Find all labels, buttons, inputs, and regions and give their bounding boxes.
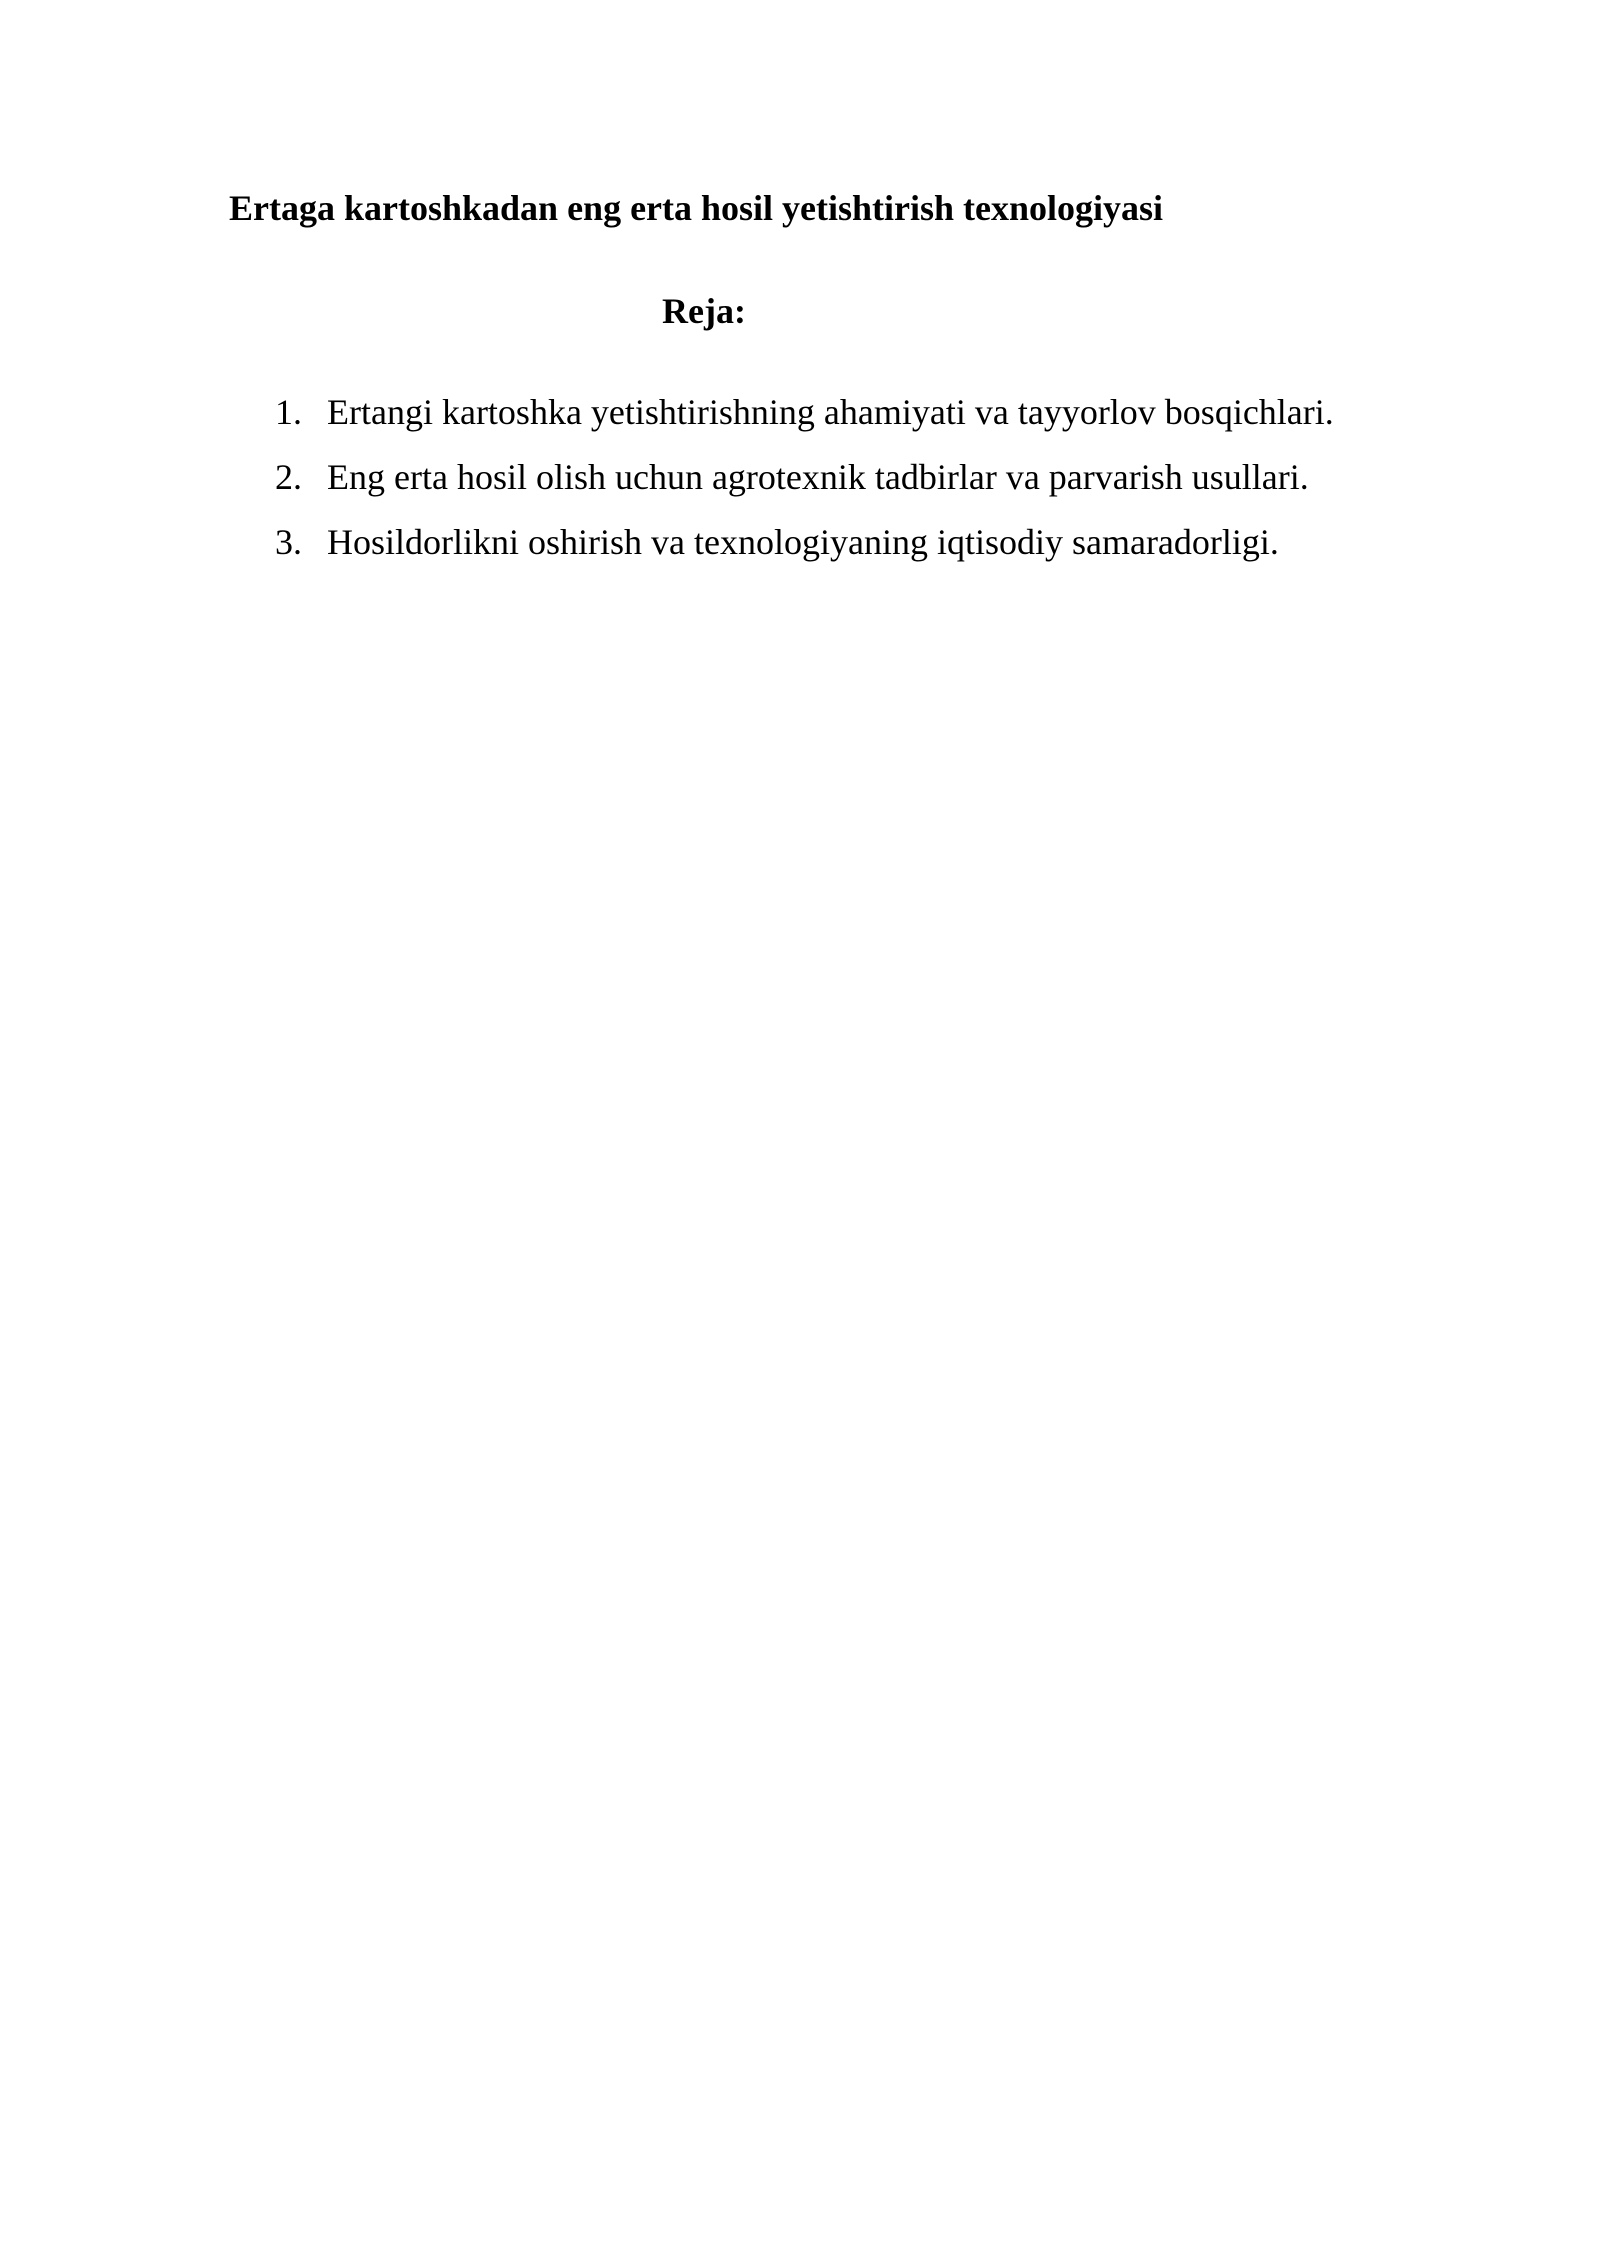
plan-item-text: Hosildorlikni oshirish va texnologiyaning iqtisodiy samaradorligi. bbox=[327, 522, 1279, 562]
plan-item-text: Eng erta hosil olish uchun agrotexnik tadbirlar va parvarish usullari. bbox=[327, 457, 1309, 497]
plan-item-text: Ertangi kartoshka yetishtirishning ahamiyati va tayyorlov bosqichlari. bbox=[327, 392, 1334, 432]
plan-item-number: 1. bbox=[275, 392, 302, 432]
document-title: Ertaga kartoshkadan eng erta hosil yetishtirish texnologiyasi bbox=[229, 188, 1164, 228]
plan-heading: Reja: bbox=[662, 291, 746, 331]
plan-item-number: 3. bbox=[275, 522, 302, 562]
plan-item-number: 2. bbox=[275, 457, 302, 497]
